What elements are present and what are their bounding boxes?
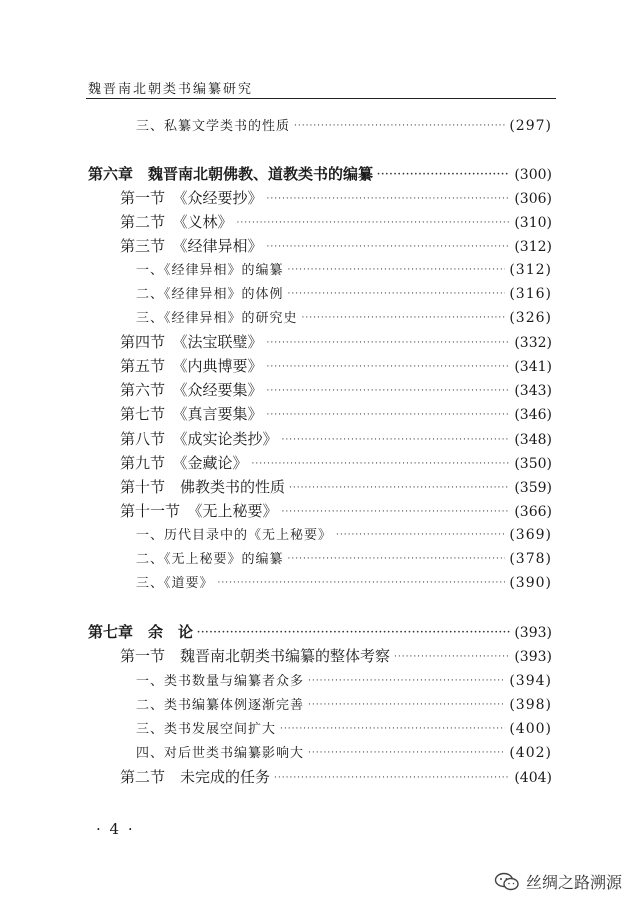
page-number: · 4 · [96, 820, 135, 838]
dot-leader [282, 429, 511, 451]
toc-entry-sub [136, 548, 552, 570]
toc-entry-section [120, 476, 552, 498]
toc-entry-title: 第十一节 《无上秘要》 [120, 502, 278, 520]
toc-entry-page: (312) [509, 262, 552, 278]
toc-entry-section [120, 235, 552, 257]
dot-leader [394, 646, 510, 668]
toc-entry-section [120, 428, 552, 450]
dot-leader [197, 622, 510, 644]
toc-entry-page: (390) [509, 575, 552, 591]
toc-entry-title: 第四节 《法宝联璧》 [120, 333, 263, 351]
dot-leader [267, 332, 511, 354]
dot-leader [218, 572, 506, 594]
header-rule [86, 98, 556, 99]
dot-leader [302, 307, 506, 329]
toc-entry-section [120, 766, 552, 788]
toc-entry-page: (348) [514, 432, 552, 448]
dot-leader [267, 404, 511, 426]
toc-entry-sub [136, 718, 552, 740]
toc-entry-section [120, 500, 552, 522]
toc-entry-page: (393) [514, 625, 552, 641]
toc-entry-title: 第一节 《众经要抄》 [120, 189, 263, 207]
toc-entry-sub [136, 259, 552, 281]
toc-entry-page: (393) [514, 649, 552, 665]
dot-leader [308, 742, 505, 764]
toc-entry-page: (346) [514, 407, 552, 423]
toc-entry-sub [136, 524, 552, 546]
toc-entry-page: (343) [514, 383, 552, 399]
toc-entry-title: 四、对后世类书编纂影响大 [136, 746, 305, 761]
toc-entry-title: 第九节 《金藏论》 [120, 454, 248, 472]
toc-entry-page: (378) [509, 551, 552, 567]
toc-entry-section [120, 331, 552, 353]
toc-entry-title: 第六节 《众经要集》 [120, 381, 263, 399]
toc-entry-chapter [88, 621, 552, 643]
toc-entry-title: 二、《无上秘要》的编纂 [136, 552, 284, 567]
toc-entry-title: 第六章 魏晋南北朝佛教、道教类书的编纂 [88, 165, 374, 183]
dot-leader [267, 236, 511, 258]
dot-leader [289, 477, 510, 499]
dot-leader [288, 283, 506, 305]
watermark [494, 870, 622, 893]
dot-leader [280, 718, 505, 740]
toc-entry-title: 第二节 《义林》 [120, 213, 233, 231]
running-header-title: 魏晋南北朝类书编纂研究 [88, 82, 254, 97]
toc-entry-title: 一、历代目录中的《无上秘要》 [136, 528, 333, 543]
toc-entry-title: 第三节 《经律异相》 [120, 237, 263, 255]
dot-leader [336, 524, 505, 546]
toc-entry-sub [136, 742, 552, 764]
toc-entry-page: (402) [509, 745, 552, 761]
toc-entry-page: (398) [509, 697, 552, 713]
toc-entry-title: 第十节 佛教类书的性质 [120, 478, 286, 496]
toc-entry-page: (394) [509, 673, 552, 689]
dot-leader [308, 694, 505, 716]
toc-entry-title: 三、《经律异相》的研究史 [136, 311, 298, 326]
dot-leader [308, 670, 505, 692]
toc-entry-page: (366) [514, 504, 552, 520]
watermark-text: 丝绸之路溯源 [525, 873, 622, 892]
wechat-logo-icon [494, 872, 520, 892]
dot-leader [274, 767, 510, 789]
toc-entry-title: 二、类书编纂体例逐渐完善 [136, 698, 305, 713]
toc-entry-title: 第八节 《成实论类抄》 [120, 430, 278, 448]
toc-entry-section [120, 403, 552, 425]
toc-entry-sub [136, 307, 552, 329]
toc-entry-sub [136, 670, 552, 692]
toc-entry-sub [136, 694, 552, 716]
toc-entry-title: 第二节 未完成的任务 [120, 768, 271, 786]
dot-leader [267, 188, 511, 210]
toc-entry-title: 一、《经律异相》的编纂 [136, 263, 284, 278]
toc-entry-page: (297) [509, 118, 552, 134]
toc-entry-section [120, 187, 552, 209]
toc-entry-sub [136, 115, 552, 137]
toc-entry-sub [136, 283, 552, 305]
toc-entry-title: 三、《道要》 [136, 576, 214, 591]
toc-entry-section [120, 645, 552, 667]
toc-entry-page: (306) [514, 191, 552, 207]
toc-entry-page: (350) [514, 456, 552, 472]
dot-leader [288, 259, 506, 281]
toc-entry-page: (359) [514, 480, 552, 496]
toc-entry-page: (326) [509, 310, 552, 326]
toc-entry-section [120, 452, 552, 474]
dot-leader [237, 212, 511, 234]
toc-entry-title: 第七章 余 论 [88, 623, 194, 641]
dot-leader [252, 453, 511, 475]
toc-entry-title: 第七节 《真言要集》 [120, 405, 263, 423]
toc-entry-page: (300) [514, 167, 552, 183]
toc-entry-section [120, 379, 552, 401]
toc-entry-page: (316) [509, 286, 552, 302]
dot-leader [267, 356, 511, 378]
toc-entry-title: 三、私纂文学类书的性质 [136, 119, 291, 134]
toc-entry-sub [136, 572, 552, 594]
toc-entry-page: (369) [509, 527, 552, 543]
toc-entry-section [120, 355, 552, 377]
toc-entry-title: 第一节 魏晋南北朝类书编纂的整体考察 [120, 647, 391, 665]
toc-entry-chapter [88, 163, 552, 185]
toc-entry-section [120, 211, 552, 233]
toc-entry-page: (404) [514, 770, 552, 786]
toc-entry-page: (312) [514, 239, 552, 255]
toc-entry-page: (310) [514, 215, 552, 231]
dot-leader [288, 548, 506, 570]
toc-entry-page: (332) [514, 335, 552, 351]
toc-entry-title: 三、类书发展空间扩大 [136, 722, 277, 737]
toc-entry-title: 一、类书数量与编纂者众多 [136, 674, 305, 689]
toc-entry-page: (341) [514, 359, 552, 375]
toc-entry-title: 第五节 《内典博要》 [120, 357, 263, 375]
dot-leader [282, 501, 511, 523]
toc-entry-title: 二、《经律异相》的体例 [136, 287, 284, 302]
toc-entry-page: (400) [509, 721, 552, 737]
dot-leader [294, 115, 505, 137]
dot-leader [377, 164, 510, 186]
dot-leader [267, 380, 511, 402]
